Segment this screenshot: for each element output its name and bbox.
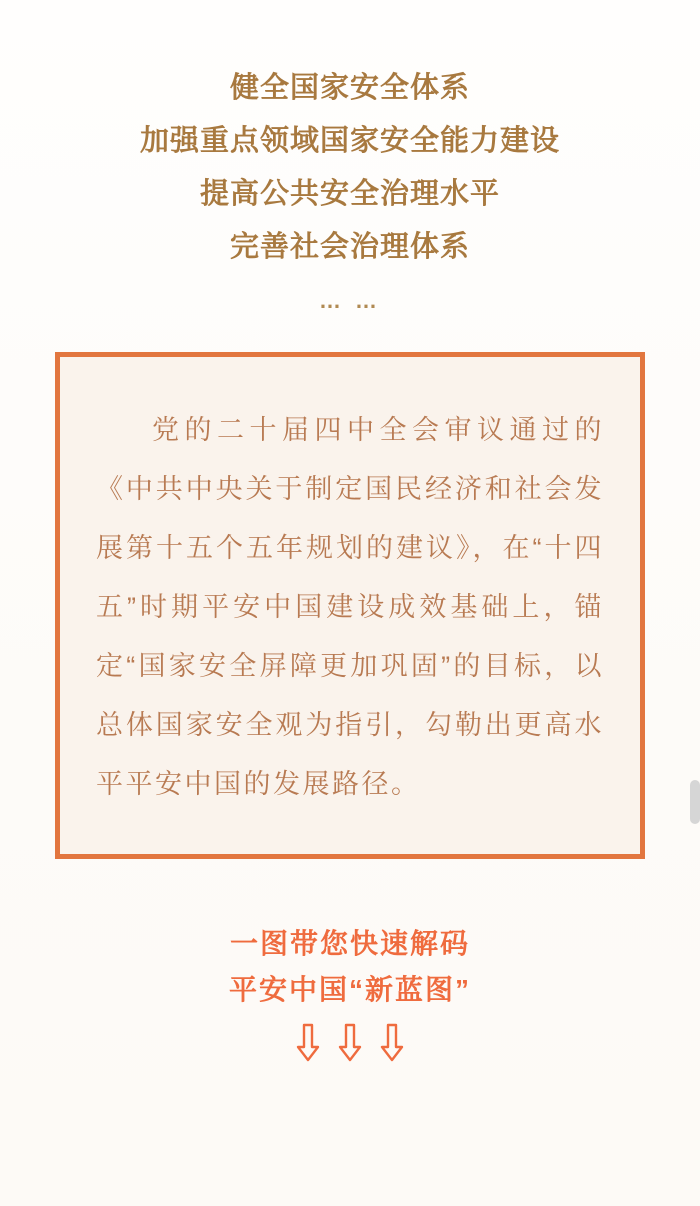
- arrow-down-icon: [337, 1023, 363, 1063]
- headline-line-3: 提高公共安全治理水平: [199, 178, 500, 210]
- headline-line-4: 完善社会治理体系: [229, 231, 470, 263]
- cta-line-1: 一图带您快速解码: [229, 928, 470, 959]
- arrow-group: [0, 1023, 700, 1063]
- quote-card-wrapper: [55, 352, 645, 859]
- headline-block: [0, 0, 700, 314]
- arrow-down-icon: [295, 1023, 321, 1063]
- quote-card: [55, 352, 645, 859]
- arrow-down-icon: [379, 1023, 405, 1063]
- headline-line-1: 健全国家安全体系: [229, 72, 470, 104]
- page-scrollbar[interactable]: [690, 780, 700, 824]
- quote-card-text: 党的二十届四中全会审议通过的《中共中央关于制定国民经济和社会发展第十五个五年规划的建议》，在“十四五”时期平安中国建设成效基础上，锚定“国家安全屏障更加巩固”的目标，以总体国家安全观为指引，勾勒出更高水平平安中国的发展路径。: [96, 415, 604, 799]
- headline-line-2: 加强重点领域国家安全能力建设: [139, 125, 560, 157]
- call-to-action-block: [0, 921, 700, 1063]
- cta-line-2: 平安中国“新蓝图”: [228, 974, 471, 1005]
- headline-ellipsis: … …: [318, 288, 382, 313]
